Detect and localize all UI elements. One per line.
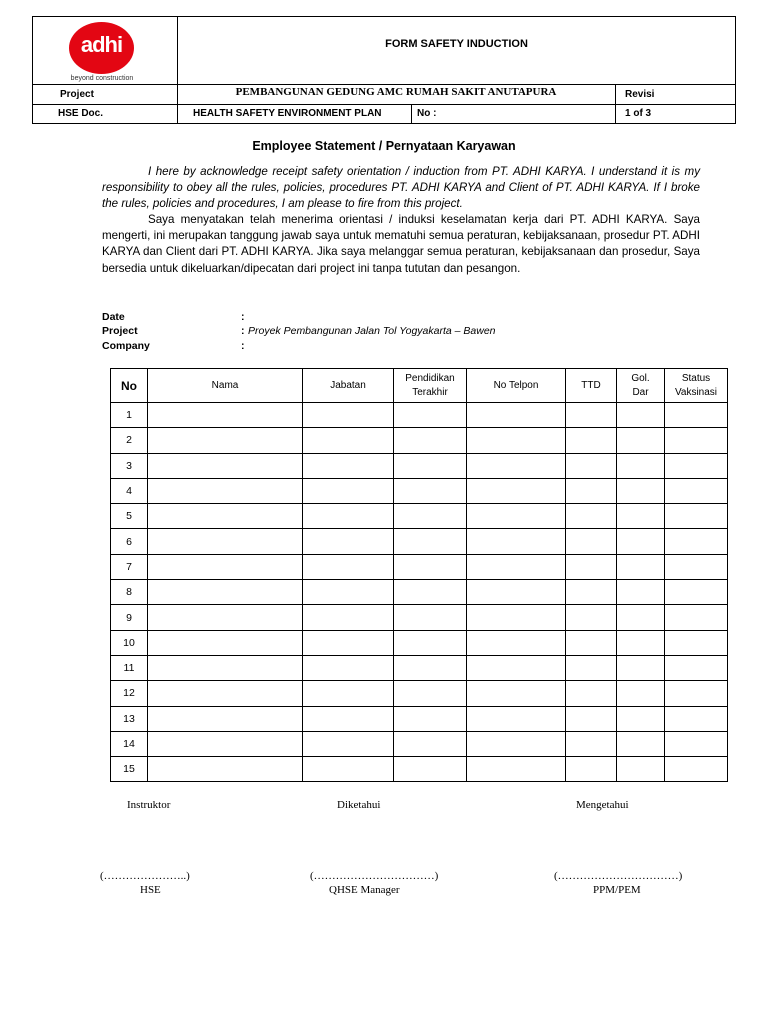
- table-cell[interactable]: [467, 706, 566, 731]
- table-cell[interactable]: [617, 706, 665, 731]
- table-cell[interactable]: [617, 428, 665, 453]
- col-header-status-2: Vaksinasi: [674, 386, 718, 398]
- signature-line-ppm: (……………………………): [554, 870, 683, 882]
- table-cell[interactable]: [303, 731, 394, 756]
- table-cell[interactable]: [467, 554, 566, 579]
- table-cell[interactable]: [617, 554, 665, 579]
- revisi-label: Revisi: [625, 89, 655, 100]
- table-cell[interactable]: [566, 655, 617, 680]
- table-cell[interactable]: [467, 681, 566, 706]
- table-cell[interactable]: [617, 580, 665, 605]
- table-cell[interactable]: [303, 529, 394, 554]
- project-label: Project: [60, 89, 94, 100]
- table-cell[interactable]: [467, 428, 566, 453]
- table-cell[interactable]: [617, 478, 665, 503]
- signature-line-hse: (…………………..): [100, 870, 190, 882]
- table-cell[interactable]: [617, 757, 665, 782]
- table-cell[interactable]: [665, 453, 728, 478]
- table-cell[interactable]: [394, 731, 467, 756]
- table-cell[interactable]: [566, 428, 617, 453]
- col-header-nama: Nama: [148, 369, 303, 403]
- table-cell[interactable]: [617, 605, 665, 630]
- table-cell[interactable]: [148, 529, 303, 554]
- signature-role-hse: HSE: [140, 884, 161, 896]
- table-cell[interactable]: [665, 580, 728, 605]
- header-divider: [32, 84, 736, 85]
- table-cell[interactable]: [617, 655, 665, 680]
- doc-name: HEALTH SAFETY ENVIRONMENT PLAN: [193, 108, 382, 119]
- table-cell[interactable]: [665, 681, 728, 706]
- attendance-table: [110, 368, 728, 782]
- table-cell[interactable]: [467, 529, 566, 554]
- table-cell[interactable]: [566, 504, 617, 529]
- table-cell[interactable]: [566, 554, 617, 579]
- table-cell[interactable]: [566, 580, 617, 605]
- signature-line-qhse: (……………………………): [310, 870, 439, 882]
- table-row: [111, 580, 728, 605]
- table-cell[interactable]: [148, 731, 303, 756]
- table-cell[interactable]: [467, 580, 566, 605]
- table-cell[interactable]: [566, 706, 617, 731]
- project-info-label: Project: [102, 325, 138, 337]
- table-cell[interactable]: [148, 453, 303, 478]
- header-divider: [32, 104, 736, 105]
- company-label: Company: [102, 340, 150, 352]
- table-cell[interactable]: [303, 681, 394, 706]
- table-cell[interactable]: [665, 403, 728, 428]
- doc-number-label: No :: [417, 108, 437, 119]
- table-cell[interactable]: [394, 681, 467, 706]
- table-cell[interactable]: [394, 580, 467, 605]
- table-cell[interactable]: [148, 554, 303, 579]
- table-cell[interactable]: [665, 504, 728, 529]
- table-cell[interactable]: [665, 731, 728, 756]
- table-cell[interactable]: [303, 554, 394, 579]
- table-row: [111, 554, 728, 579]
- table-cell[interactable]: [303, 580, 394, 605]
- row-number: 12: [111, 681, 148, 706]
- table-row: [111, 529, 728, 554]
- table-cell[interactable]: [148, 403, 303, 428]
- table-row: [111, 403, 728, 428]
- row-number: 6: [111, 529, 148, 554]
- table-row: [111, 504, 728, 529]
- col-header-pendidikan-1: Pendidikan: [405, 372, 455, 384]
- date-label: Date: [102, 311, 125, 323]
- table-row: [111, 605, 728, 630]
- table-cell[interactable]: [665, 757, 728, 782]
- table-cell[interactable]: [394, 605, 467, 630]
- header-divider: [411, 104, 412, 124]
- table-row: [111, 731, 728, 756]
- table-cell[interactable]: [394, 757, 467, 782]
- table-row: [111, 757, 728, 782]
- company-logo-tagline: beyond construction: [70, 75, 134, 82]
- table-cell[interactable]: [566, 731, 617, 756]
- table-cell[interactable]: [566, 605, 617, 630]
- row-number: 5: [111, 504, 148, 529]
- table-cell[interactable]: [665, 478, 728, 503]
- row-number: 13: [111, 706, 148, 731]
- table-cell[interactable]: [617, 403, 665, 428]
- table-cell[interactable]: [303, 757, 394, 782]
- table-cell[interactable]: [394, 478, 467, 503]
- statement-title: Employee Statement / Pernyataan Karyawan: [252, 139, 516, 153]
- table-row: [111, 655, 728, 680]
- row-number: 7: [111, 554, 148, 579]
- signature-diketahui-label: Diketahui: [337, 799, 381, 811]
- row-number: 8: [111, 580, 148, 605]
- table-cell[interactable]: [566, 529, 617, 554]
- table-cell[interactable]: [303, 403, 394, 428]
- table-cell[interactable]: [303, 605, 394, 630]
- table-cell[interactable]: [394, 529, 467, 554]
- table-cell[interactable]: [665, 529, 728, 554]
- table-cell[interactable]: [148, 655, 303, 680]
- table-cell[interactable]: [394, 554, 467, 579]
- table-cell[interactable]: [467, 757, 566, 782]
- header-divider: [177, 16, 178, 124]
- table-cell[interactable]: [665, 655, 728, 680]
- table-cell[interactable]: [617, 731, 665, 756]
- table-cell[interactable]: [148, 605, 303, 630]
- signature-role-qhse: QHSE Manager: [329, 884, 400, 896]
- row-number: 10: [111, 630, 148, 655]
- table-cell[interactable]: [467, 403, 566, 428]
- table-cell[interactable]: [303, 706, 394, 731]
- col-header-pendidikan: [394, 369, 467, 403]
- table-cell[interactable]: [617, 630, 665, 655]
- col-header-status: [665, 369, 728, 403]
- date-colon: :: [241, 311, 245, 323]
- table-cell[interactable]: [467, 630, 566, 655]
- table-cell[interactable]: [665, 706, 728, 731]
- table-cell[interactable]: [394, 403, 467, 428]
- table-cell[interactable]: [303, 504, 394, 529]
- table-cell[interactable]: [467, 655, 566, 680]
- table-cell[interactable]: [617, 529, 665, 554]
- table-cell[interactable]: [394, 630, 467, 655]
- row-number: 3: [111, 453, 148, 478]
- table-cell[interactable]: [566, 757, 617, 782]
- table-cell[interactable]: [394, 453, 467, 478]
- col-header-jabatan: Jabatan: [303, 369, 394, 403]
- table-row: [111, 706, 728, 731]
- table-cell[interactable]: [566, 630, 617, 655]
- table-cell[interactable]: [303, 478, 394, 503]
- row-number: 4: [111, 478, 148, 503]
- statement-english: [102, 164, 700, 213]
- table-cell[interactable]: [467, 605, 566, 630]
- signature-mengetahui-label: Mengetahui: [576, 799, 629, 811]
- table-cell[interactable]: [148, 580, 303, 605]
- statement-indonesian: [102, 212, 700, 277]
- table-cell[interactable]: [566, 453, 617, 478]
- col-header-no: No: [111, 369, 148, 403]
- col-header-gol-2: Dar: [632, 386, 649, 398]
- table-cell[interactable]: [148, 630, 303, 655]
- table-body: [111, 403, 728, 782]
- table-cell[interactable]: [148, 706, 303, 731]
- table-cell[interactable]: [566, 403, 617, 428]
- table-cell[interactable]: [148, 757, 303, 782]
- col-header-telpon: No Telpon: [467, 369, 566, 403]
- table-header-row: [111, 369, 728, 403]
- statement-english-text: I here by acknowledge receipt safety orientation / induction from PT. ADHI KARYA. I understand it is my responsibility to obey all the rules, policies, procedures PT. ADHI KARYA and Client of PT. ADHI KARYA. If I broke the rules, policies and procedures, I am please to fire from this project.: [102, 165, 700, 211]
- page-count: 1 of 3: [625, 108, 652, 119]
- form-title: FORM SAFETY INDUCTION: [385, 38, 528, 50]
- table-cell[interactable]: [467, 504, 566, 529]
- table-cell[interactable]: [148, 681, 303, 706]
- table-cell[interactable]: [394, 655, 467, 680]
- table-cell[interactable]: [303, 655, 394, 680]
- project-name: PEMBANGUNAN GEDUNG AMC RUMAH SAKIT ANUTAPURA: [235, 86, 557, 98]
- table-cell[interactable]: [566, 478, 617, 503]
- table-cell[interactable]: [467, 453, 566, 478]
- table-row: [111, 478, 728, 503]
- table-cell[interactable]: [566, 681, 617, 706]
- signature-role-ppm: PPM/PEM: [593, 884, 641, 896]
- statement-indonesian-text: Saya menyatakan telah menerima orientasi / induksi keselamatan kerja dari PT. ADHI KARYA. Saya mengerti, ini merupakan tanggung jawab saya untuk mematuhi semua peraturan, kebijaksanaan, prosedur PT. ADHI KARYA dan Client dari PT. ADHI KARYA. Jika saya melanggar semua peraturan, kebijaksanaan dan prosedur, Saya bersedia untuk dikeluarkan/dipecatan dari project ini tanpa tututan dan pesangon.: [102, 213, 700, 275]
- table-cell[interactable]: [467, 731, 566, 756]
- project-info-value: Proyek Pembangunan Jalan Tol Yogyakarta – Bawen: [248, 325, 496, 337]
- table-cell[interactable]: [467, 478, 566, 503]
- signature-instruktur-label: Instruktor: [127, 799, 171, 811]
- table-row: [111, 428, 728, 453]
- col-header-gol: [617, 369, 665, 403]
- table-cell[interactable]: [148, 428, 303, 453]
- company-logo-word: adhi: [80, 32, 123, 57]
- col-header-pendidikan-2: Terakhir: [412, 386, 448, 398]
- table-row: [111, 453, 728, 478]
- table-cell[interactable]: [617, 504, 665, 529]
- row-number: 9: [111, 605, 148, 630]
- table-row: [111, 681, 728, 706]
- table-cell[interactable]: [394, 504, 467, 529]
- project-info-colon: :: [241, 325, 245, 337]
- row-number: 15: [111, 757, 148, 782]
- table-cell[interactable]: [617, 681, 665, 706]
- table-cell[interactable]: [148, 504, 303, 529]
- table-cell[interactable]: [303, 630, 394, 655]
- doc-label: HSE Doc.: [58, 108, 104, 119]
- table-cell[interactable]: [665, 428, 728, 453]
- table-cell[interactable]: [148, 478, 303, 503]
- table-cell[interactable]: [665, 605, 728, 630]
- table-cell[interactable]: [665, 630, 728, 655]
- table-cell[interactable]: [303, 428, 394, 453]
- col-header-status-1: Status: [681, 372, 711, 384]
- table-row: [111, 630, 728, 655]
- row-number: 14: [111, 731, 148, 756]
- table-cell[interactable]: [394, 706, 467, 731]
- row-number: 2: [111, 428, 148, 453]
- company-colon: :: [241, 340, 245, 352]
- col-header-gol-1: Gol.: [631, 372, 650, 384]
- col-header-ttd: TTD: [566, 369, 617, 403]
- table-cell[interactable]: [665, 554, 728, 579]
- table-cell[interactable]: [303, 453, 394, 478]
- row-number: 11: [111, 655, 148, 680]
- table-cell[interactable]: [617, 453, 665, 478]
- row-number: 1: [111, 403, 148, 428]
- table-cell[interactable]: [394, 428, 467, 453]
